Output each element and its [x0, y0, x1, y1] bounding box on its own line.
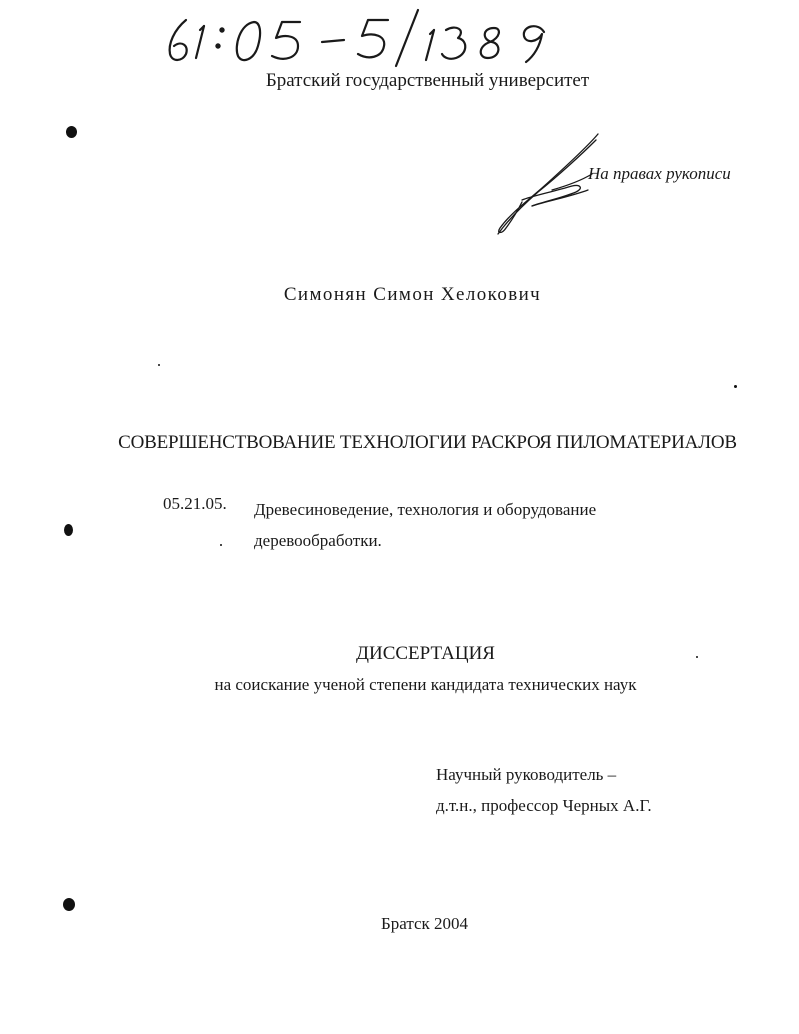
signature: [492, 130, 602, 238]
specialty-code: 05.21.05.: [163, 494, 227, 513]
scan-speck: [158, 364, 160, 366]
dissertation-title: СОВЕРШЕНСТВОВАНИЕ ТЕХНОЛОГИИ РАСКРОЯ ПИЛОМАТЕРИАЛОВ: [118, 432, 737, 453]
scan-speck: [63, 898, 75, 911]
advisor-name: д.т.н., профессор Черных А.Г.: [436, 796, 652, 815]
advisor-label: Научный руководитель –: [436, 765, 617, 784]
scan-speck: [66, 126, 77, 138]
scan-speck: [220, 544, 222, 546]
scan-speck: [734, 385, 737, 388]
author-name: Симонян Симон Хелокович: [283, 284, 542, 305]
university-name: Братский государственный университет: [265, 70, 590, 91]
specialty-name: Древесиноведение, технология и оборудование деревообработки.: [254, 500, 597, 550]
handwritten-archive-number: [160, 6, 560, 68]
degree-description: на соискание ученой степени кандидата технических наук: [214, 675, 637, 694]
scan-speck: [64, 524, 73, 536]
city-and-year: Братск 2004: [380, 914, 469, 933]
document-type: ДИССЕРТАЦИЯ: [356, 643, 495, 664]
scan-speck: [696, 656, 698, 658]
manuscript-rights-note: На правах рукописи: [588, 164, 731, 183]
